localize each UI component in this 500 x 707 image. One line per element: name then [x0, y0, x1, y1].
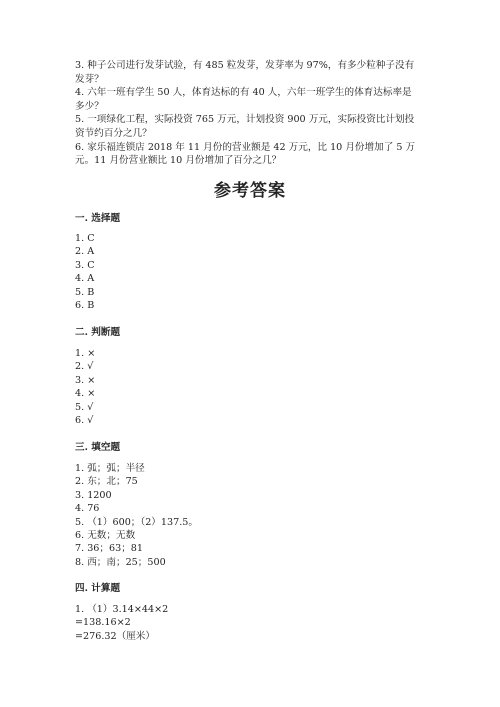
list-item: 4. 76 [75, 503, 100, 515]
list-item: 5. √ [75, 401, 94, 413]
choice-answer-list [75, 232, 95, 312]
calc-answer-list [75, 603, 168, 643]
answers-title: 参考答案 [214, 181, 286, 201]
section-heading-judge: 二. 判断题 [75, 327, 121, 338]
problem-line: 多少？ [75, 100, 104, 112]
list-item: 1. × [75, 348, 96, 359]
list-item: 1. （1）3.14×44×2 [75, 604, 169, 615]
judge-answer-list [75, 347, 95, 427]
list-item: 3. 1200 [75, 489, 112, 501]
section-heading-choice: 一. 选择题 [75, 213, 121, 224]
list-item: =138.16×2 [75, 617, 131, 629]
list-item: 2. √ [75, 361, 94, 373]
problem-line: 发芽？ [75, 73, 104, 85]
list-item: 5. B [75, 286, 95, 298]
list-item: 6. √ [75, 415, 94, 427]
section-heading-calc: 四. 计算题 [75, 583, 121, 594]
list-item: 3. C [75, 259, 95, 271]
problem-line: 元。11 月份营业额比 10 月份增加了百分之几？ [75, 155, 282, 167]
list-item: 2. A [75, 246, 95, 258]
list-item: 6. 无数；无数 [75, 530, 136, 542]
list-item: 8. 西；南；25；500 [75, 556, 166, 568]
problem-line: 5. 一项绿化工程，实际投资 765 万元，计划投资 900 万元，实际投资比计划投 [75, 114, 415, 126]
problem-line: 6. 家乐福连锁店 2018 年 11 月份的营业额是 42 万元，比 10 月份增加了 5 万 [75, 141, 416, 153]
list-item: 3. × [75, 374, 96, 386]
fill-answer-list [75, 462, 198, 569]
list-item: 1. 弧；弧；半径 [75, 463, 145, 474]
problem-line: 4. 六年一班有学生 50 人，体育达标的有 40 人，六年一班学生的体育达标率是 [75, 87, 412, 99]
problem-line: 3. 种子公司进行发芽试验，有 485 粒发芽，发芽率为 97%，有多少粒种子没有 [75, 60, 415, 71]
list-item: 5. （1）600；（2）137.5。 [75, 516, 198, 528]
list-item: 2. 东；北；75 [75, 476, 138, 488]
problem-line: 资节约百分之几？ [75, 127, 152, 139]
list-item: 4. × [75, 388, 96, 400]
list-item: 4. A [75, 273, 95, 285]
list-item: 6. B [75, 300, 95, 312]
list-item: 1. C [75, 233, 95, 244]
list-item: 7. 36；63；81 [75, 543, 144, 555]
section-heading-fill: 三. 填空题 [75, 442, 121, 453]
problem-list [75, 59, 435, 168]
list-item: =276.32（厘米） [75, 630, 155, 642]
